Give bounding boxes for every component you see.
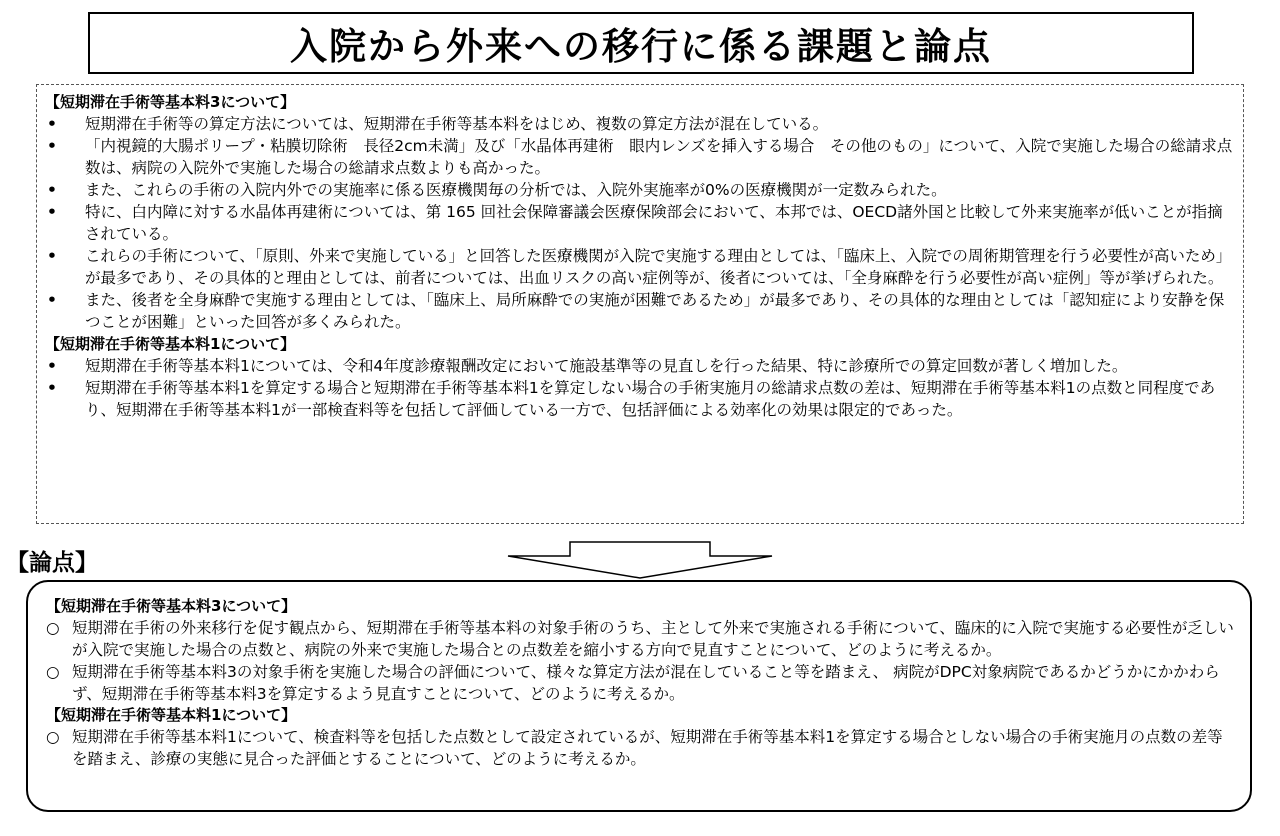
circle-marker: ○ <box>46 728 60 746</box>
point-item: ○ 短期滞在手術等基本料1について、検査料等を包括した点数として設定されているが、短期滞在手術等基本料1を算定する場合としない場合の手術実施月の点数の差等を踏まえ、診療の実態に見合った評価とすることについて、どのように考えるか。 <box>46 728 1223 768</box>
issue-item: • また、これらの手術の入院内外での実施率に係る医療機関毎の分析では、入院外実施率が0%の医療機関が一定数みられた。 <box>47 181 947 199</box>
ronten-label: 【論点】 <box>6 550 98 576</box>
issue-item: • 特に、白内障に対する水晶体再建術については、第 165 回社会保障審議会医療保険部会において、本邦では、OECD諸外国と比較して外来実施率が低いことが指摘されている。 <box>47 203 1223 243</box>
bullet-marker: • <box>47 291 57 309</box>
title-box <box>88 12 1194 74</box>
point-item: ○ 短期滞在手術の外来移行を促す観点から、短期滞在手術等基本料の対象手術のうち、主として外来で実施される手術について、臨床的に入院で実施する必要性が乏しいが入院で実施した場合の点数と、病院の外来で実施した場合との点数差を縮小する方向で見直すことについて、どのように考えるか。 <box>46 619 1234 659</box>
points-box <box>26 580 1252 812</box>
issues-box <box>36 84 1244 524</box>
circle-marker: ○ <box>46 619 60 637</box>
bullet-marker: • <box>47 357 57 375</box>
issue-item: • 短期滞在手術等基本料1については、令和4年度診療報酬改定において施設基準等の見直しを行った結果、特に診療所での算定回数が著しく増加した。 <box>47 357 1128 375</box>
bullet-marker: • <box>47 137 57 155</box>
issue-item: • 短期滞在手術等基本料1を算定する場合と短期滞在手術等基本料1を算定しない場合の手術実施月の総請求点数の差は、短期滞在手術等基本料1の点数と同程度であり、短期滞在手術等基本料1が一部検査料等を包括して評価している一方で、包括評価による効率化の効果は限定的であった。 <box>47 379 1216 419</box>
issue-item: • また、後者を全身麻酔で実施する理由としては、「臨床上、局所麻酔での実施が困難であるため」が最多であり、その具体的な理由としては「認知症により安静を保つことが困難」といった回答が多くみられた。 <box>47 291 1225 331</box>
point-item: ○ 短期滞在手術等基本料3の対象手術を実施した場合の評価について、様々な算定方法が混在していること等を踏まえ、 病院がDPC対象病院であるかどうかにかかわらず、短期滞在手術等基本料3を算定するよう見直すことについて、どのように考えるか。 <box>46 663 1220 703</box>
points-list-2 <box>46 726 1234 770</box>
issue-item: • 短期滞在手術等の算定方法については、短期滞在手術等基本料をはじめ、複数の算定方法が混在している。 <box>47 115 829 133</box>
points-list-1 <box>46 617 1234 705</box>
bullet-marker: • <box>47 203 57 221</box>
issues-section-heading: 【短期滞在手術等基本料3について】 <box>45 93 296 111</box>
issues-list-2 <box>45 355 1233 421</box>
down-arrow-icon <box>500 540 780 580</box>
bullet-marker: • <box>47 247 57 265</box>
points-section-heading: 【短期滞在手術等基本料1について】 <box>46 706 297 724</box>
issues-list-1 <box>45 113 1233 333</box>
bullet-marker: • <box>47 115 57 133</box>
issues-section-heading: 【短期滞在手術等基本料1について】 <box>45 335 296 353</box>
page-title: 入院から外来への移行に係る課題と論点 <box>290 25 992 68</box>
issue-item: • これらの手術について、「原則、外来で実施している」と回答した医療機関が入院で実施する理由としては、「臨床上、入院での周術期管理を行う必要性が高いため」が最多であり、その具体的と理由としては、前者については、出血リスクの高い症例等が、後者については、「全身麻酔を行う必要性が高い症例」等が挙げられた。 <box>47 247 1232 287</box>
bullet-marker: • <box>47 379 57 397</box>
points-section-heading: 【短期滞在手術等基本料3について】 <box>46 597 297 615</box>
issue-item: • 「内視鏡的大腸ポリープ・粘膜切除術 長径2cm未満」及び「水晶体再建術 眼内レンズを挿入する場合 その他のもの」について、入院で実施した場合の総請求点数は、病院の入院外で実施した場合の総請求点数よりも高かった。 <box>47 137 1233 177</box>
circle-marker: ○ <box>46 663 60 681</box>
bullet-marker: • <box>47 181 57 199</box>
